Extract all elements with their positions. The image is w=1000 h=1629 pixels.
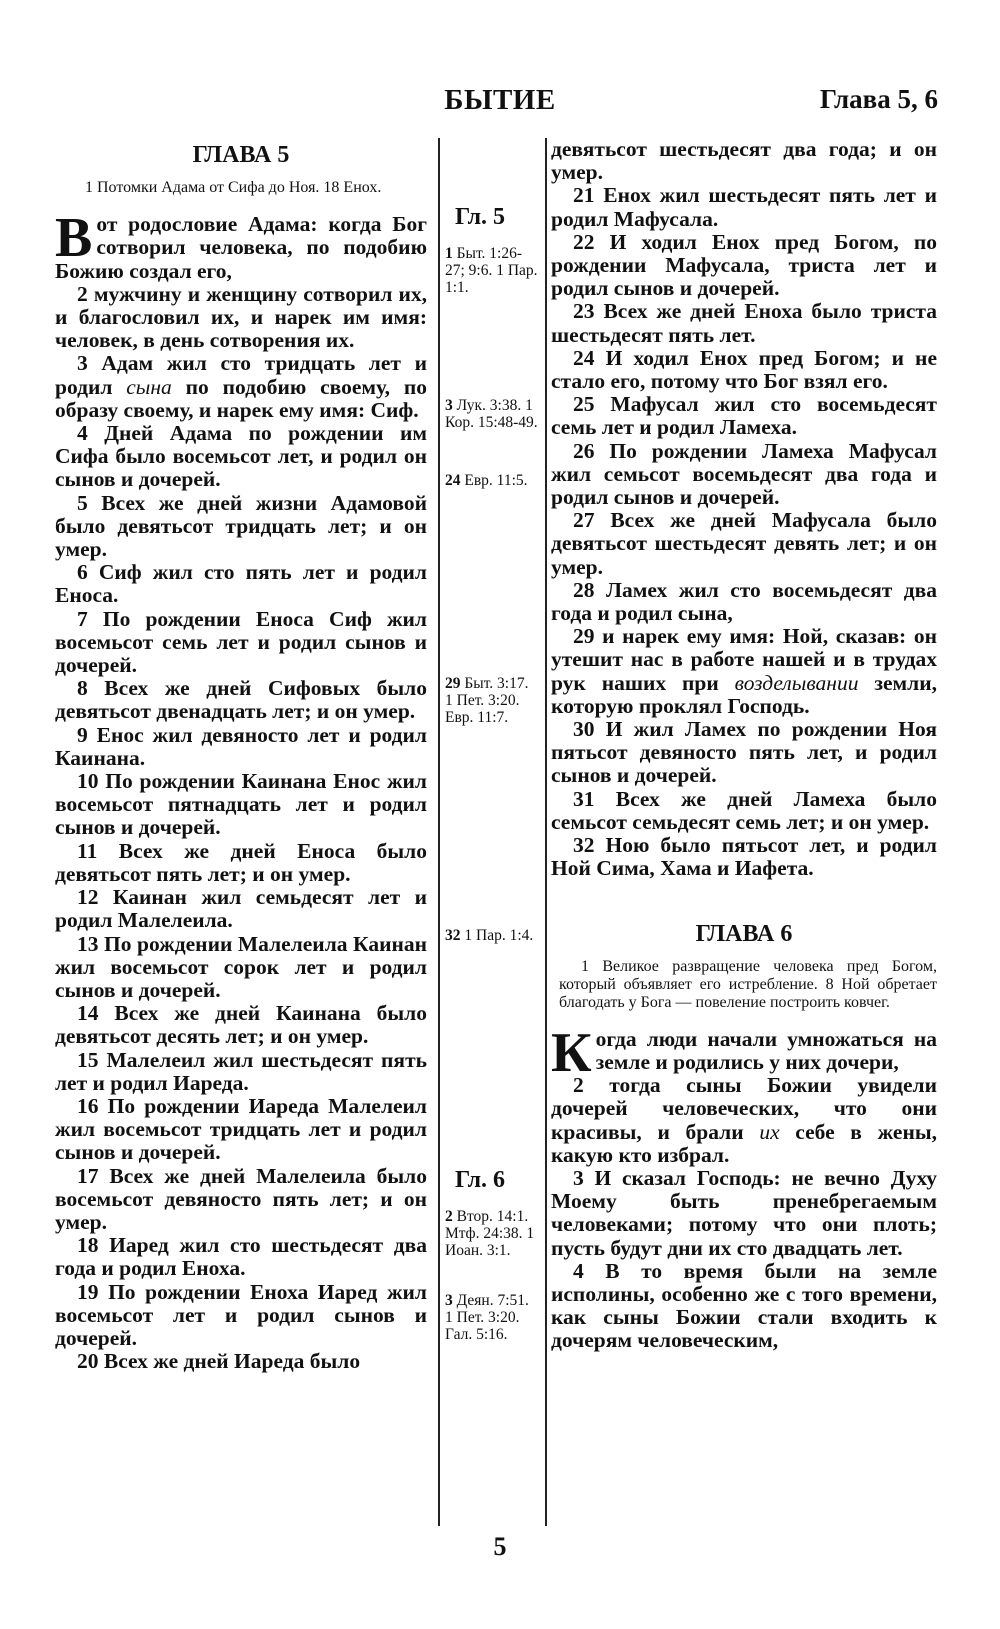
verse-3: 3 Адам жил сто тридцать лет и родил сына по подобию своему, по образу своему, и нарек ему имя: Сиф. bbox=[55, 351, 427, 422]
verse-1: Вот родословие Адама: когда Бог сотворил человека, по подобию Божию создал его, bbox=[55, 207, 427, 283]
verse-14: 14 Всех же дней Каинана было девятьсот десять лет; и он умер. bbox=[55, 1001, 427, 1049]
verse-12: 12 Каинан жил семьдесят лет и родил Малелеила. bbox=[55, 885, 427, 933]
verse-16: 16 По рождении Иареда Малелеил жил восемьсот тридцать лет и родил сынов и дочерей. bbox=[55, 1093, 427, 1165]
margin-ref: 32 1 Пар. 1:4. bbox=[445, 927, 534, 944]
verse-21: 21 Енох жил шестьдесят пять лет и родил Мафусала. bbox=[551, 183, 937, 231]
verse-30: 30 И жил Ламех по рождении Ноя пятьсот девяносто пять лет, и родил сынов и дочерей. bbox=[551, 717, 937, 788]
verse-7: 7 По рождении Еноса Сиф жил восемьсот семь лет и родил сынов и дочерей. bbox=[55, 606, 427, 678]
verse-20: 20 Всех же дней Иареда было bbox=[77, 1349, 361, 1374]
verse-13: 13 По рождении Малелеила Каинан жил восемьсот сорок лет и родил сынов и дочерей. bbox=[55, 931, 427, 1002]
chapter-6-summary: 1 Великое развращение человека пред Богом, который объявляет его истребление. 8 Ной обретает благодать у Бога — повеление построить ковчег. bbox=[559, 957, 937, 1011]
verse-28: 28 Ламех жил сто восемьдесят два года и родил сына, bbox=[551, 577, 937, 626]
book-title: БЫТИЕ bbox=[444, 84, 556, 116]
verse-2: 2 мужчину и женщину сотворил их, и благословил их, и нарек им имя: человек, в день сотворения их. bbox=[55, 281, 427, 353]
margin-chapter-6-label: Гл. 6 bbox=[455, 1167, 506, 1193]
margin-ref: 29 Быт. 3:17. 1 Пет. 3:20. Евр. 11:7. bbox=[445, 675, 529, 726]
margin-ref: 2 Втор. 14:1. Мтф. 24:38. 1 Иоан. 3:1. bbox=[445, 1208, 535, 1259]
verse-25: 25 Мафусал жил сто восемьдесят семь лет и родил Ламеха. bbox=[551, 392, 937, 440]
right-text-column bbox=[551, 138, 937, 1353]
verse-32: 32 Ною было пятьсот лет, и родил Ной Сима, Хама и Иафета. bbox=[551, 833, 937, 881]
ch6-verse-1: Когда люди начали умножаться на земле и родились у них дочери, bbox=[551, 1021, 937, 1084]
verse-6: 6 Сиф жил сто пять лет и родил Еноса. bbox=[55, 560, 427, 608]
margin-ref: 1 Быт. 1:26-27; 9:6. 1 Пар. 1:1. bbox=[445, 245, 538, 296]
verse-5: 5 Всех же дней жизни Адамовой было девятьсот тридцать лет; и он умер. bbox=[55, 490, 427, 562]
drop-cap: В bbox=[55, 207, 93, 270]
column-divider-left bbox=[438, 138, 440, 1526]
page-number: 5 bbox=[493, 1532, 507, 1561]
verse-31: 31 Всех же дней Ламеха было семьсот семьдесят семь лет; и он умер. bbox=[551, 786, 937, 834]
verse-15: 15 Малелеил жил шестьдесят пять лет и родил Иареда. bbox=[55, 1047, 427, 1095]
chapter-5-heading: ГЛАВА 5 bbox=[192, 142, 290, 168]
margin-ref: 3 Деян. 7:51. 1 Пет. 3:20. Гал. 5:16. bbox=[445, 1292, 529, 1343]
running-chapter-header: Глава 5, 6 bbox=[819, 84, 938, 114]
chapter-6-heading: ГЛАВА 6 bbox=[695, 920, 793, 947]
left-text-column bbox=[55, 138, 427, 1373]
verse-27: 27 Всех же дней Мафусала было девятьсот шестьдесят девять лет; и он умер. bbox=[551, 508, 937, 579]
verse-22: 22 И ходил Енох пред Богом, по рождении Мафусала, триста лет и родил сынов и дочерей. bbox=[551, 229, 937, 301]
verse-9: 9 Енос жил девяносто лет и родил Каинана. bbox=[55, 722, 427, 770]
verse-23: 23 Всех же дней Еноха было триста шестьдесят пять лет. bbox=[551, 299, 937, 347]
column-divider-right bbox=[545, 138, 547, 1526]
verse-20-continued: девятьсот шестьдесят два года; и он умер. bbox=[551, 137, 937, 185]
verse-4: 4 Дней Адама по рождении им Сифа было восемьсот лет, и родил он сынов и дочерей. bbox=[55, 421, 427, 492]
verse-26: 26 По рождении Ламеха Мафусал жил семьсот восемьдесят два года и родил сынов и дочерей. bbox=[551, 438, 937, 510]
ch6-verse-3: 3 И сказал Господь: не вечно Духу Моему быть пренебрегаемым человеками; потому что они плоть; пусть будут дни их сто двадцать лет. bbox=[551, 1165, 937, 1260]
verse-18: 18 Иаред жил сто шестьдесят два года и родил Еноха. bbox=[55, 1233, 427, 1281]
verse-8: 8 Всех же дней Сифовых было девятьсот двенадцать лет; и он умер. bbox=[55, 676, 427, 724]
verse-24: 24 И ходил Енох пред Богом; и не стало его, потому что Бог взял его. bbox=[551, 345, 937, 394]
ch6-verse-2: 2 тогда сыны Божии увидели дочерей человеческих, что они красивы, и брали их себе в жены, какую кто избрал. bbox=[551, 1073, 937, 1167]
verse-10: 10 По рождении Каинана Енос жил восемьсот пятнадцать лет и родил сынов и дочерей. bbox=[55, 769, 427, 840]
verse-11: 11 Всех же дней Еноса было девятьсот пять лет; и он умер. bbox=[55, 838, 427, 886]
margin-ref: 3 Лук. 3:38. 1 Кор. 15:48-49. bbox=[445, 397, 538, 431]
verse-19: 19 По рождении Еноха Иаред жил восемьсот лет и родил сынов и дочерей. bbox=[55, 1279, 427, 1350]
verse-29: 29 и нарек ему имя: Ной, сказав: он утешит нас в работе нашей и в трудах рук наших при возделывании земли, которую проклял Господь. bbox=[551, 624, 937, 718]
margin-chapter-5-label: Гл. 5 bbox=[455, 204, 506, 230]
chapter-5-summary: 1 Потомки Адама от Сифа до Ноя. 18 Енох. bbox=[85, 179, 382, 197]
drop-cap: К bbox=[551, 1021, 592, 1084]
ch6-verse-4: 4 В то время были на земле исполины, особенно же с того времени, как сыны Божии стали входить к дочерям человеческим, bbox=[551, 1258, 937, 1353]
margin-ref: 24 Евр. 11:5. bbox=[445, 472, 528, 489]
verse-17: 17 Всех же дней Малелеила было восемьсот девяносто пять лет; и он умер. bbox=[55, 1163, 427, 1234]
